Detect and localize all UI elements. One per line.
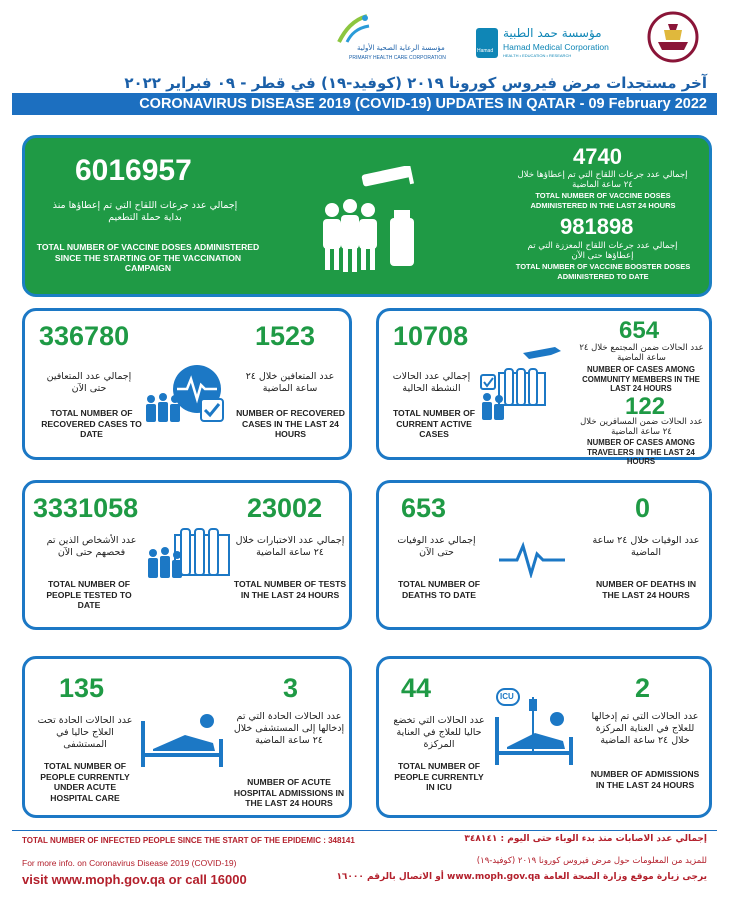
acute-current-label-en: TOTAL NUMBER OF PEOPLE CURRENTLY UNDER ACUTE HOSPITAL CARE — [40, 761, 130, 803]
community-cases-label-en: NUMBER OF CASES AMONG COMMUNITY MEMBERS IN THE LAST 24 HOURS — [582, 365, 700, 393]
deaths-total-label-en: TOTAL NUMBER OF DEATHS TO DATE — [397, 579, 481, 600]
total-infected-ar: إجمالي عدد الاصابات منذ بدء الوباء حتى اليوم : ٣٤٨١٤١ — [464, 834, 707, 844]
icu-current-value: 44 — [401, 673, 432, 703]
hmc-tagline: HEALTH • EDUCATION • RESEARCH — [503, 53, 572, 58]
tests-24h-label-ar: إجمالي عدد الاختبارات خلال ٢٤ ساعة الماضية — [235, 535, 345, 558]
active-total-label-en: TOTAL NUMBER OF CURRENT ACTIVE CASES — [392, 408, 476, 439]
traveler-cases-value: 122 — [625, 393, 666, 420]
icu-admissions-label-en: NUMBER OF ADMISSIONS IN THE LAST 24 HOURS — [590, 769, 700, 790]
vaccine-24h-value: 4740 — [573, 144, 622, 169]
active-total-label-ar: إجمالي عدد الحالات النشطة الحالية — [392, 371, 471, 394]
deaths-total-value: 653 — [401, 493, 447, 523]
community-cases-value: 654 — [619, 317, 660, 344]
deaths-total-label-ar: إجمالي عدد الوفيات حتى الآن — [397, 535, 476, 558]
recovered-24h-label-ar: عدد المتعافين خلال ٢٤ ساعة الماضية — [245, 371, 335, 394]
tests-24h-value: 23002 — [247, 493, 323, 523]
active-cases-icon — [477, 343, 562, 423]
vaccine-panel — [22, 135, 712, 297]
vaccine-24h-label-en: TOTAL NUMBER OF VACCINE DOSES ADMINISTERED IN THE LAST 24 HOURS — [530, 191, 676, 210]
tested-total-value: 3331058 — [33, 493, 139, 523]
title-en: CORONAVIRUS DISEASE 2019 (COVID-19) UPDATES IN QATAR - 09 February 2022 — [139, 96, 707, 112]
vaccine-booster-label-ar: إجمالي عدد جرعات اللقاح المعززة التي تم إعطاؤها حتى الآن — [527, 241, 678, 261]
hmc-badge-text: Hamad — [477, 48, 494, 54]
phcc-swoosh-icon — [335, 12, 375, 46]
header — [0, 0, 729, 72]
icu-admissions-value: 2 — [635, 673, 651, 703]
deaths-24h-label-ar: عدد الوفيات خلال ٢٤ ساعة الماضية — [592, 535, 700, 558]
deaths-24h-label-en: NUMBER OF DEATHS IN THE LAST 24 HOURS — [595, 579, 697, 600]
hmc-logo — [476, 28, 624, 60]
heartbeat-icon — [497, 538, 567, 578]
phcc-logo — [335, 12, 460, 64]
hmc-badge — [476, 28, 498, 58]
hmc-name-en: Hamad Medical Corporation — [503, 42, 609, 52]
vaccine-total-label-ar: إجمالي عدد جرعات اللقاح التي تم إعطاؤها منذ بداية حملة التطعيم — [52, 200, 238, 223]
tested-total-label-ar: عدد الأشخاص الذين تم فحصهم حتى الآن — [46, 535, 137, 558]
footer-divider — [12, 830, 717, 831]
phcc-name-ar: مؤسسة الرعاية الصحية الأولية — [357, 44, 445, 52]
community-cases-label-ar: عدد الحالات ضمن المجتمع خلال ٢٤ ساعة الماضية — [579, 343, 704, 363]
vaccine-booster-value: 981898 — [560, 214, 634, 239]
deaths-24h-value: 0 — [635, 493, 651, 523]
phcc-name-en: PRIMARY HEALTH CARE CORPORATION — [349, 55, 446, 61]
title-ar: آخر مستجدات مرض فيروس كورونا ٢٠١٩ (كوفيد-١٩) في قطر - ٠٩ فبراير ٢٠٢٢ — [124, 74, 707, 92]
acute-current-label-ar: عدد الحالات الحادة تحت العلاج حاليا في المستشفى — [37, 715, 133, 750]
traveler-cases-label-en: NUMBER OF CASES AMONG TRAVELERS IN THE LAST 24 HOURS — [586, 438, 695, 466]
icu-admissions-label-ar: عدد الحالات التي تم إدخالها للعلاج في العناية المركزة خلال ٢٤ ساعة الماضية — [591, 711, 699, 746]
moph-logo — [640, 10, 706, 64]
title-bar — [12, 74, 717, 118]
acute-admissions-label-en: NUMBER OF ACUTE HOSPITAL ADMISSIONS IN THE LAST 24 HOURS — [233, 777, 345, 808]
acute-panel — [22, 656, 352, 818]
icu-panel — [376, 656, 712, 818]
recovered-24h-label-en: NUMBER OF RECOVERED CASES IN THE LAST 24 HOURS — [236, 408, 345, 439]
visit-link-ar[interactable]: يرجى زيارة موقع وزارة الصحة العامة www.moph.gov.qa أو الاتصال بالرقم ١٦٠٠٠ — [336, 872, 707, 882]
icu-sign: ICU — [500, 692, 514, 701]
vaccine-booster-label-en: TOTAL NUMBER OF VACCINE BOOSTER DOSES ADMINISTERED TO DATE — [515, 262, 691, 281]
hospital-bed-icon — [137, 711, 227, 771]
tests-24h-label-en: TOTAL NUMBER OF TESTS IN THE LAST 24 HOURS — [233, 579, 347, 600]
recovered-icon — [143, 359, 233, 427]
acute-admissions-value: 3 — [283, 673, 299, 703]
info-ar: للمزيد من المعلومات حول مرض فيروس كورونا ٢٠١٩ (كوفيد-١٩) — [476, 856, 707, 866]
recovered-panel — [22, 308, 352, 460]
vaccine-24h-label-ar: إجمالي عدد جرعات اللقاح التي تم إعطاؤها خلال ٢٤ ساعة الماضية — [517, 170, 688, 190]
moph-emblem-icon — [640, 10, 706, 64]
traveler-cases-label-ar: عدد الحالات ضمن المسافرين خلال ٢٤ ساعة الماضية — [580, 417, 703, 437]
active-panel — [376, 308, 712, 466]
visit-link-en[interactable]: visit www.moph.gov.qa or call 16000 — [22, 872, 247, 887]
total-infected-en: TOTAL NUMBER OF INFECTED PEOPLE SINCE THE START OF THE EPIDEMIC : 348141 — [22, 836, 355, 845]
acute-admissions-label-ar: عدد الحالات الحادة التي تم إدخالها إلى المستشفى خلال ٢٤ ساعة الماضية — [233, 711, 345, 746]
icu-current-label-en: TOTAL NUMBER OF PEOPLE CURRENTLY IN ICU — [394, 761, 484, 792]
recovered-total-value: 336780 — [39, 321, 130, 351]
tests-panel — [22, 480, 352, 630]
vaccine-total-label-en: TOTAL NUMBER OF VACCINE DOSES ADMINISTERED SINCE THE STARTING OF THE VACCINATION CAMPAIGN — [36, 242, 260, 273]
active-total-value: 10708 — [393, 321, 469, 351]
info-en: For more info. on Coronavirus Disease 2019 (COVID-19) — [22, 858, 237, 868]
testing-icon — [145, 525, 235, 587]
tested-total-label-en: TOTAL NUMBER OF PEOPLE TESTED TO DATE — [46, 579, 132, 610]
deaths-panel — [376, 480, 712, 630]
recovered-total-label-en: TOTAL NUMBER OF RECOVERED CASES TO DATE — [41, 408, 142, 439]
icu-current-label-ar: عدد الحالات التي تخضع حاليا للعلاج في العناية المركزة — [393, 715, 485, 750]
recovered-24h-value: 1523 — [255, 321, 316, 351]
vaccine-total-value: 6016957 — [75, 154, 192, 187]
acute-current-value: 135 — [59, 673, 105, 703]
recovered-total-label-ar: إجمالي عدد المتعافين حتى الآن — [46, 371, 132, 394]
hmc-name-ar: مؤسسة حمد الطبية — [503, 26, 602, 40]
vaccination-icon — [310, 166, 430, 276]
